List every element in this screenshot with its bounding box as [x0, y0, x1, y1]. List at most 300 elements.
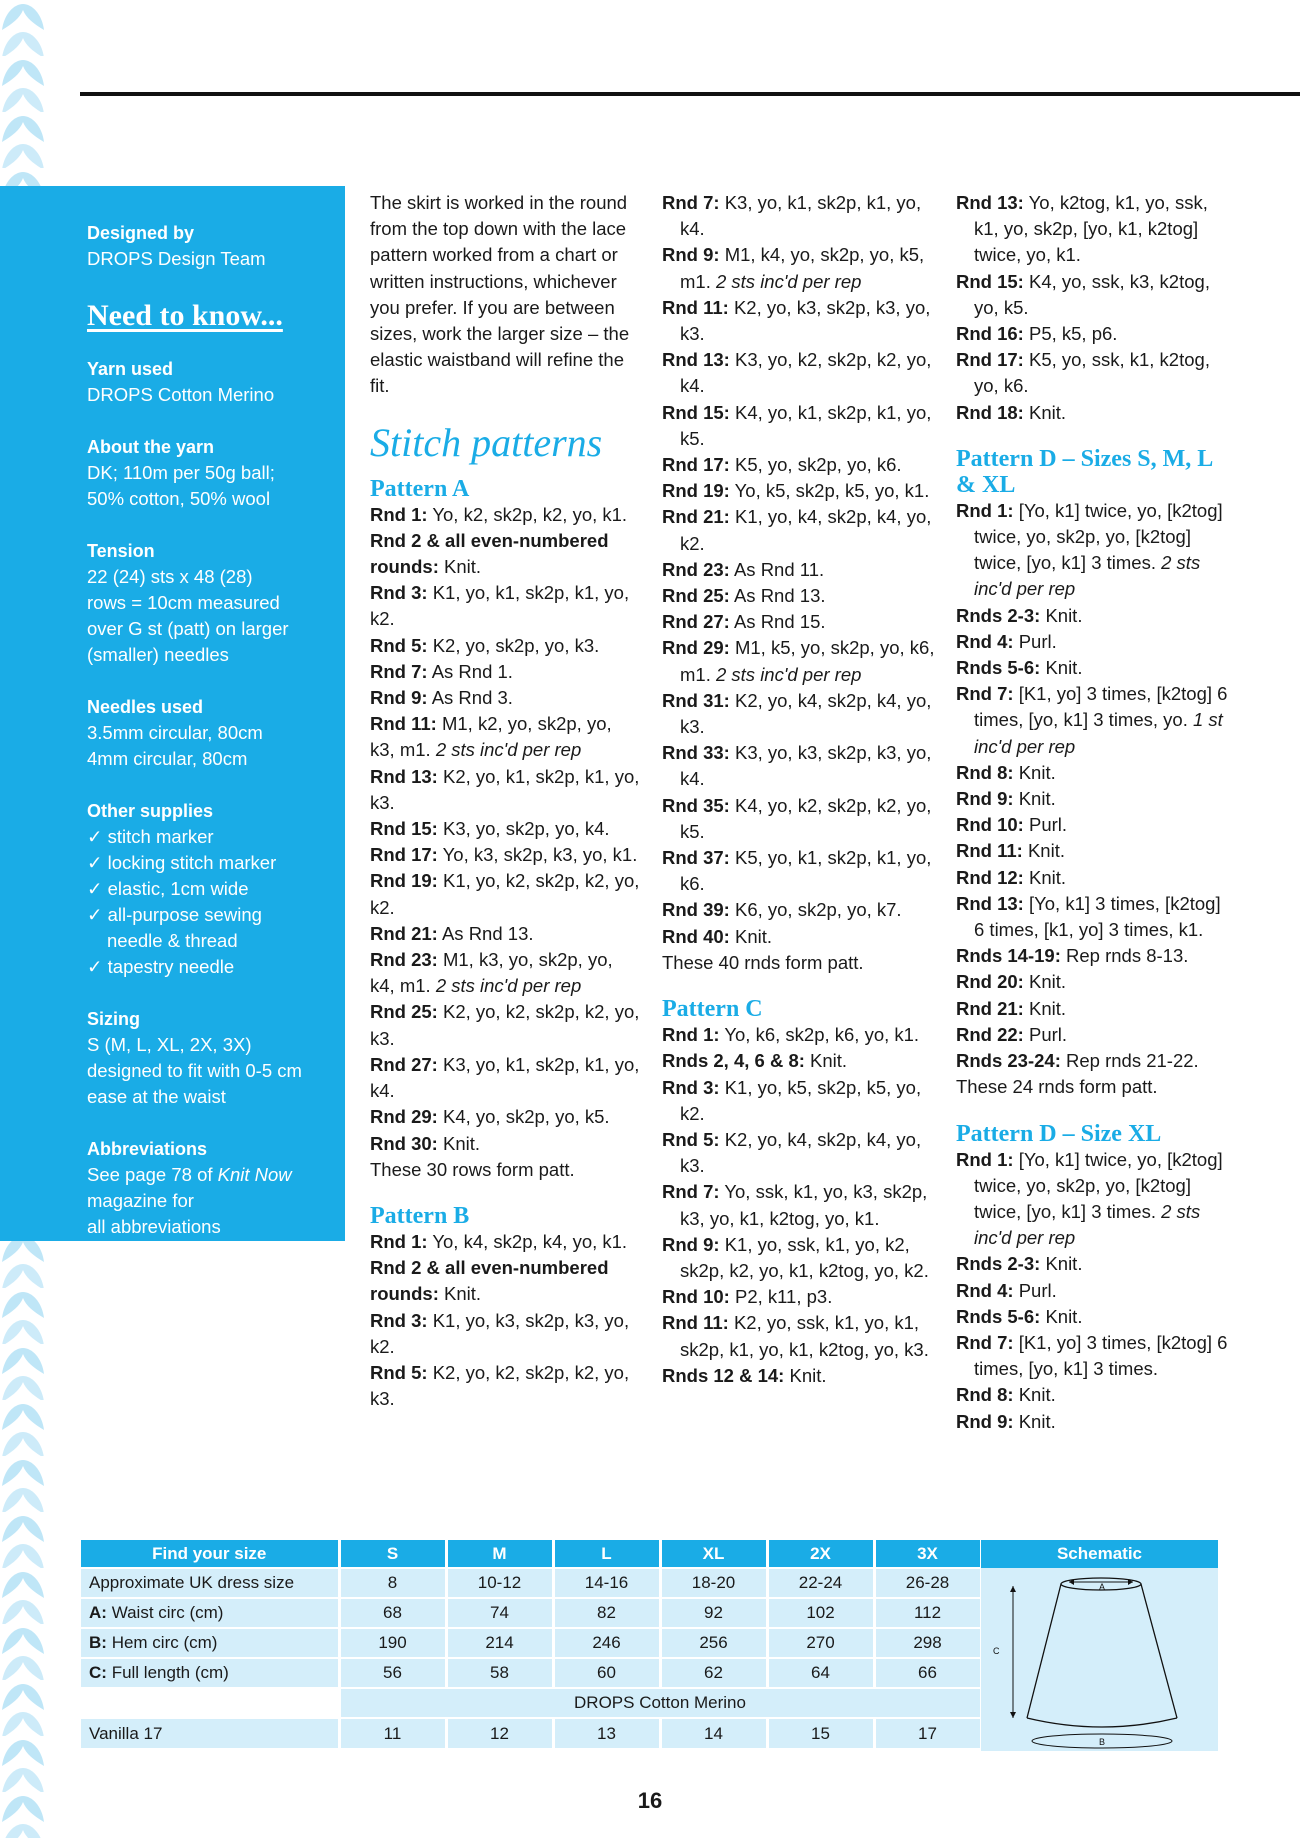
round-label: Rnd 19:: [370, 870, 438, 892]
size-value: 64: [767, 1658, 874, 1688]
pattern-row: [956, 1278, 1231, 1304]
size-value: 102: [767, 1598, 874, 1628]
round-label: Rnd 5:: [370, 1361, 428, 1383]
pattern-row: [956, 1304, 1231, 1330]
round-instructions: K1, yo, k3, sk2p, k3, yo, k2.: [370, 1309, 630, 1357]
pattern-row: [370, 711, 640, 763]
round-instructions: [Yo, k1] 3 times, [k2tog] 6 times, [k1, yo] 3 times, k1.: [974, 892, 1221, 941]
size-table-header: [81, 1540, 981, 1568]
pattern-heading: Pattern D – Size XL: [956, 1120, 1162, 1147]
needles-title: Needles used: [87, 697, 204, 717]
yarn-name: DROPS Cotton Merino: [87, 384, 275, 405]
round-label: Rnd 8:: [956, 761, 1014, 783]
size-value: 10-12: [446, 1568, 553, 1598]
round-label: Rnd 9:: [662, 244, 720, 266]
round-instructions: As Rnd 11.: [733, 558, 825, 580]
round-instructions: K4, yo, sk2p, yo, k5.: [442, 1106, 610, 1128]
measurement-name: Hem circ (cm): [111, 1633, 218, 1652]
size-value: 66: [874, 1658, 981, 1688]
pattern-row: [662, 897, 942, 923]
round-label: Rnd 22:: [956, 1023, 1024, 1045]
round-instructions: Knit.: [1018, 788, 1056, 810]
measurement-key: C:: [89, 1663, 107, 1682]
round-instructions: K4, yo, k1, sk2p, k1, yo, k5.: [680, 401, 932, 449]
round-label: Rnd 4:: [956, 1279, 1014, 1301]
round-instructions: K5, yo, sk2p, yo, k6.: [734, 454, 902, 476]
need-to-know-panel: [0, 186, 345, 1241]
pattern-row: [662, 845, 942, 897]
pattern-row: [370, 633, 640, 659]
abbr-text: See page 78 of: [87, 1164, 213, 1185]
round-label: Rnd 17:: [662, 454, 730, 476]
about-line: DK; 110m per 50g ball;: [87, 462, 275, 483]
round-instructions: Yo, k3, sk2p, k3, yo, k1.: [442, 844, 638, 866]
round-label: Rnd 13:: [370, 765, 438, 787]
round-label: Rnd 18:: [956, 401, 1024, 423]
round-label: Rnd 25:: [662, 585, 730, 607]
pattern-row: [956, 812, 1231, 838]
pattern-row: [662, 793, 942, 845]
column-2-body: [662, 190, 942, 1389]
pattern-heading: Pattern A: [370, 475, 470, 502]
skirt-schematic: [981, 1568, 1218, 1751]
supply-item: ✓ locking stitch marker: [87, 852, 277, 873]
round-instructions: Knit.: [1028, 971, 1067, 993]
round-instructions: [K1, yo] 3 times, [k2tog] 6 times, [yo, k1] 3 times.: [974, 1331, 1228, 1380]
round-label: Rnd 21:: [662, 506, 730, 528]
round-instructions: K2, yo, sk2p, yo, k3.: [432, 634, 600, 656]
pattern-row: [370, 1308, 640, 1360]
round-instructions: Knit.: [734, 925, 773, 947]
round-label: Rnd 25:: [370, 1001, 438, 1023]
size-header-cell: S: [339, 1540, 446, 1568]
pattern-row: [956, 400, 1231, 426]
yarn-name-cell: DROPS Cotton Merino: [339, 1688, 981, 1718]
round-instructions: Purl.: [1028, 1023, 1068, 1045]
round-label: Rnd 17:: [370, 844, 438, 866]
round-label: Rnd 13:: [956, 892, 1024, 914]
pattern-row: [956, 269, 1231, 321]
pattern-row: [956, 603, 1231, 629]
round-instructions: M1, k4, yo, sk2p, yo, k5, m1.: [680, 244, 925, 292]
pattern-row: [662, 347, 942, 399]
pattern-row: [956, 838, 1231, 864]
magazine-name: Knit Now: [217, 1164, 292, 1185]
round-label: Rnds 12 & 14:: [662, 1364, 785, 1386]
size-value: 92: [660, 1598, 767, 1628]
sizing-title: Sizing: [87, 1009, 140, 1029]
pattern-row: [662, 478, 942, 504]
round-label: Rnd 20:: [956, 971, 1024, 993]
round-label: Rnd 5:: [662, 1128, 720, 1150]
round-label: Rnd 40:: [662, 925, 730, 947]
ball-count: 12: [446, 1718, 553, 1748]
round-label: Rnd 7:: [956, 1331, 1014, 1353]
size-value: 74: [446, 1598, 553, 1628]
round-label: Rnd 1:: [662, 1024, 720, 1046]
round-instructions: Knit.: [1028, 866, 1067, 888]
size-table-row: [81, 1628, 981, 1658]
pattern-row: [956, 1147, 1231, 1252]
round-instructions: K3, yo, k3, sk2p, k3, yo, k4.: [680, 742, 932, 790]
round-label: Rnd 27:: [370, 1053, 438, 1075]
sizing-line: ease at the waist: [87, 1086, 226, 1107]
pattern-row: [370, 947, 640, 999]
pattern-row: [956, 1330, 1231, 1382]
round-instructions: [Yo, k1] twice, yo, [k2tog] twice, yo, sk2p, yo, [k2tog] twice, [yo, k1] 3 times.: [974, 499, 1223, 574]
round-label: Rnd 9:: [662, 1233, 720, 1255]
round-label: Rnd 9:: [370, 687, 428, 709]
size-value: 56: [339, 1658, 446, 1688]
pattern-row: [370, 528, 640, 580]
round-instructions: K1, yo, k1, sk2p, k1, yo, k2.: [370, 582, 630, 630]
pattern-row: [662, 400, 942, 452]
designed-by-title: Designed by: [87, 223, 195, 243]
round-instructions: Knit.: [1045, 1305, 1083, 1327]
round-label: Rnd 21:: [956, 997, 1024, 1019]
pattern-row: [370, 1131, 640, 1157]
measurement-name: Full length (cm): [111, 1663, 229, 1682]
round-label: Rnds 5-6:: [956, 1305, 1041, 1327]
size-value: 8: [339, 1568, 446, 1598]
round-label: Rnd 1:: [956, 499, 1014, 521]
size-value: 214: [446, 1628, 553, 1658]
pattern-row: [370, 764, 640, 816]
pattern-row: [662, 1022, 942, 1048]
measurement-key: A:: [89, 1603, 107, 1622]
round-label: Rnds 2, 4, 6 & 8:: [662, 1050, 805, 1072]
round-label: Rnd 4:: [956, 630, 1014, 652]
round-instructions: K1, yo, k5, sk2p, k5, yo, k2.: [680, 1076, 922, 1124]
round-label: Rnd 15:: [956, 270, 1024, 292]
pattern-row: [370, 816, 640, 842]
pattern-row: [662, 242, 942, 294]
round-instructions: K5, yo, ssk, k1, k2tog, yo, k6.: [974, 349, 1210, 397]
supply-item: ✓ elastic, 1cm wide: [87, 878, 249, 899]
round-instructions: P2, k11, p3.: [734, 1286, 833, 1308]
pattern-heading: Pattern D – Sizes S, M, L & XL: [956, 445, 1212, 498]
pattern-row: [956, 1048, 1231, 1074]
pattern-row: [370, 868, 640, 920]
size-header-cell: XL: [660, 1540, 767, 1568]
round-instructions: Yo, k6, sk2p, k6, yo, k1.: [724, 1024, 920, 1046]
size-value: 270: [767, 1628, 874, 1658]
pattern-row: [370, 1229, 640, 1255]
supply-item: ✓ all-purpose sewing needle & thread: [87, 904, 262, 951]
round-instructions: Yo, k2, sk2p, k2, yo, k1.: [432, 503, 628, 525]
increase-note: 2 sts inc'd per rep: [974, 1200, 1201, 1249]
increase-note: 1 st inc'd per rep: [974, 709, 1223, 757]
ball-count: 13: [553, 1718, 660, 1748]
round-label: Rnd 29:: [662, 637, 730, 659]
round-instructions: Yo, k4, sk2p, k4, yo, k1.: [432, 1230, 628, 1252]
round-label: Rnd 29:: [370, 1106, 438, 1128]
size-value: 62: [660, 1658, 767, 1688]
abbreviations-line: [87, 1162, 321, 1214]
round-instructions: K3, yo, k1, sk2p, k1, yo, k4.: [370, 1053, 640, 1102]
round-label: Rnd 33:: [662, 742, 730, 764]
round-instructions: K1, yo, ssk, k1, yo, k2, sk2p, k2, yo, k1, k2tog, yo, k2.: [680, 1233, 929, 1281]
intro-text: The skirt is worked in the round from the top down with the lace pattern worked from a chart or written instructions, whichever you prefer. If you are between sizes, work the larger size – the elastic waistband will refine the fit.: [370, 192, 630, 397]
round-label: Rnd 16:: [956, 323, 1024, 345]
round-instructions: Knit.: [442, 1132, 481, 1154]
pattern-row: [956, 1409, 1231, 1435]
size-value: 14-16: [553, 1568, 660, 1598]
round-instructions: As Rnd 15.: [733, 611, 826, 633]
increase-note: 2 sts inc'd per rep: [715, 663, 862, 685]
measurement-name: Waist circ (cm): [111, 1603, 224, 1622]
size-value: 246: [553, 1628, 660, 1658]
round-instructions: These 40 rnds form patt.: [662, 951, 864, 973]
pattern-row: [370, 685, 640, 711]
yarn-colour-row: [81, 1718, 981, 1748]
pattern-row: [370, 842, 640, 868]
column-1: [370, 190, 640, 1412]
round-label: Rnd 7:: [662, 192, 720, 213]
round-instructions: K2, yo, k2, sk2p, k2, yo, k3.: [370, 1361, 630, 1410]
label-c: C: [993, 1646, 1000, 1656]
pattern-row: [662, 1232, 942, 1284]
measurement-key: B:: [89, 1633, 107, 1652]
abbr-text: magazine for: [87, 1190, 194, 1211]
empty-cell: [81, 1688, 339, 1718]
round-label: Rnd 2 & all even-numbered rounds:: [370, 529, 609, 578]
round-instructions: K1, yo, k2, sk2p, k2, yo, k2.: [370, 870, 640, 918]
pattern-row: [956, 786, 1231, 812]
round-instructions: Knit.: [1028, 997, 1067, 1019]
about-title: About the yarn: [87, 437, 215, 457]
need-to-know-heading: Need to know...: [87, 299, 283, 332]
pattern-heading: Pattern B: [370, 1202, 470, 1229]
round-instructions: Rep rnds 21-22.: [1066, 1050, 1199, 1072]
ball-count: 15: [767, 1718, 874, 1748]
round-label: Rnd 10:: [956, 814, 1024, 836]
round-label: Rnd 7:: [956, 683, 1014, 705]
round-instructions: [Yo, k1] twice, yo, [k2tog] twice, yo, sk2p, yo, [k2tog] twice, [yo, k1] 3 times.: [974, 1148, 1223, 1222]
pattern-row: [370, 1157, 640, 1183]
pattern-row: [956, 655, 1231, 681]
round-instructions: Knit.: [444, 1283, 482, 1305]
round-label: Rnd 39:: [662, 899, 730, 921]
round-instructions: K2, yo, k2, sk2p, k2, yo, k3.: [370, 1001, 640, 1049]
round-instructions: K1, yo, k4, sk2p, k4, yo, k2.: [680, 506, 932, 554]
about-line: 50% cotton, 50% wool: [87, 488, 271, 509]
pattern-row: [956, 629, 1231, 655]
round-instructions: K4, yo, k2, sk2p, k2, yo, k5.: [680, 794, 932, 842]
round-instructions: Purl.: [1028, 814, 1068, 836]
round-instructions: M1, k2, yo, sk2p, yo, k3, m1.: [370, 713, 612, 761]
pattern-row: [370, 1255, 640, 1307]
round-instructions: Knit.: [1045, 657, 1083, 679]
pattern-row: [662, 950, 942, 976]
round-instructions: K2, yo, k3, sk2p, k3, yo, k3.: [680, 296, 931, 345]
ball-count: 17: [874, 1718, 981, 1748]
round-label: Rnd 7:: [662, 1181, 720, 1203]
round-instructions: Knit.: [789, 1364, 827, 1386]
increase-note: 2 sts inc'd per rep: [715, 270, 862, 292]
pattern-row: [956, 891, 1231, 943]
round-label: Rnd 9:: [956, 788, 1014, 810]
schematic-title: Schematic: [981, 1540, 1218, 1568]
round-label: Rnd 30:: [370, 1132, 438, 1154]
round-label: Rnds 14-19:: [956, 945, 1061, 967]
size-value: 256: [660, 1628, 767, 1658]
size-header-cell: M: [446, 1540, 553, 1568]
round-label: Rnds 5-6:: [956, 657, 1041, 679]
pattern-row: [956, 681, 1231, 760]
measurement-label: [81, 1598, 339, 1628]
pattern-row: [956, 347, 1231, 399]
pattern-row: [662, 635, 942, 687]
size-table-row: [81, 1598, 981, 1628]
measurement-label: [81, 1568, 339, 1598]
top-rule: [80, 92, 1300, 96]
size-value: 82: [553, 1598, 660, 1628]
sizing-line: designed to fit with 0-5 cm: [87, 1060, 302, 1081]
round-label: Rnd 35:: [662, 794, 730, 816]
round-instructions: Knit.: [810, 1050, 848, 1072]
needles-line: 4mm circular, 80cm: [87, 748, 248, 769]
pattern-row: [662, 190, 942, 242]
round-instructions: These 30 rows form patt.: [370, 1158, 575, 1180]
column-3: [956, 190, 1231, 1435]
round-instructions: K2, yo, k4, sk2p, k4, yo, k3.: [680, 1128, 922, 1177]
pattern-row: [662, 452, 942, 478]
round-instructions: Knit.: [1045, 1253, 1083, 1275]
round-instructions: Knit.: [1027, 840, 1065, 862]
round-instructions: M1, k3, yo, sk2p, yo, k4, m1.: [370, 949, 613, 997]
size-value: 26-28: [874, 1568, 981, 1598]
round-label: Rnd 15:: [662, 401, 730, 423]
pattern-heading: Pattern C: [662, 996, 763, 1023]
round-label: Rnd 10:: [662, 1286, 730, 1308]
round-instructions: Knit.: [1045, 604, 1083, 626]
tension-line: over G st (patt) on larger: [87, 618, 289, 639]
supplies-title: Other supplies: [87, 801, 214, 821]
round-label: Rnd 11:: [662, 296, 729, 318]
round-label: Rnd 1:: [956, 1148, 1014, 1170]
needles-line: 3.5mm circular, 80cm: [87, 722, 263, 743]
pattern-row: [662, 1048, 942, 1074]
round-instructions: K3, yo, k2, sk2p, k2, yo, k4.: [680, 349, 932, 397]
pattern-row: [956, 996, 1231, 1022]
ball-count: 11: [339, 1718, 446, 1748]
pattern-row: [370, 580, 640, 632]
abbreviations-title: Abbreviations: [87, 1139, 208, 1159]
round-label: Rnd 23:: [370, 949, 438, 971]
pattern-row: [956, 1074, 1231, 1100]
pattern-row: [370, 999, 640, 1051]
size-value: 60: [553, 1658, 660, 1688]
round-label: Rnd 21:: [370, 922, 438, 944]
pattern-row: [956, 190, 1231, 269]
round-label: Rnd 3:: [662, 1076, 720, 1098]
round-instructions: As Rnd 3.: [431, 687, 513, 709]
round-label: Rnd 11:: [370, 713, 437, 735]
round-label: Rnd 9:: [956, 1410, 1014, 1432]
pattern-row: [956, 1022, 1231, 1048]
round-label: Rnd 19:: [662, 480, 730, 502]
pattern-row: [662, 583, 942, 609]
pattern-row: [662, 1075, 942, 1127]
pattern-row: [370, 1104, 640, 1130]
round-label: Rnd 7:: [370, 660, 428, 682]
pattern-row: [370, 502, 640, 528]
size-value: 112: [874, 1598, 981, 1628]
round-instructions: K2, yo, ssk, k1, yo, k1, sk2p, k1, yo, k1, k2tog, yo, k3.: [680, 1312, 929, 1360]
tension-title: Tension: [87, 541, 155, 561]
round-instructions: As Rnd 13.: [441, 922, 534, 944]
supply-item: ✓ tapestry needle: [87, 956, 235, 977]
round-instructions: Knit.: [1018, 1410, 1056, 1432]
sizing-line: S (M, L, XL, 2X, 3X): [87, 1034, 252, 1055]
schematic-panel: [981, 1540, 1218, 1751]
round-instructions: Rep rnds 8-13.: [1066, 945, 1189, 967]
ball-count: 14: [660, 1718, 767, 1748]
pattern-row: [662, 688, 942, 740]
round-instructions: As Rnd 13.: [733, 585, 826, 607]
size-value: 190: [339, 1628, 446, 1658]
pattern-row: [956, 943, 1231, 969]
round-label: Rnds 2-3:: [956, 604, 1041, 626]
size-table: [81, 1540, 983, 1748]
round-label: Rnd 37:: [662, 847, 730, 869]
pattern-row: [370, 921, 640, 947]
increase-note: 2 sts inc'd per rep: [435, 739, 582, 761]
round-label: Rnd 17:: [956, 349, 1024, 371]
page-number: 16: [637, 1788, 663, 1813]
pattern-row: [956, 865, 1231, 891]
size-value: 58: [446, 1658, 553, 1688]
round-label: Rnd 27:: [662, 611, 730, 633]
size-header-cell: 2X: [767, 1540, 874, 1568]
pattern-row: [662, 609, 942, 635]
round-label: Rnd 31:: [662, 689, 730, 711]
round-label: Rnd 2 & all even-numbered rounds:: [370, 1257, 609, 1305]
round-label: Rnd 12:: [956, 866, 1024, 888]
round-instructions: M1, k5, yo, sk2p, yo, k6, m1.: [680, 637, 935, 685]
yarn-colour-label: Vanilla 17: [81, 1718, 339, 1748]
round-instructions: K2, yo, k1, sk2p, k1, yo, k3.: [370, 765, 640, 813]
pattern-row: [662, 557, 942, 583]
round-instructions: K3, yo, k1, sk2p, k1, yo, k4.: [680, 192, 922, 240]
pattern-row: [370, 1360, 640, 1412]
round-instructions: Knit.: [1018, 761, 1056, 783]
abbreviations-line: all abbreviations: [87, 1216, 221, 1237]
round-instructions: K4, yo, ssk, k3, k2tog, yo, k5.: [974, 270, 1210, 318]
round-instructions: Knit.: [1028, 401, 1067, 423]
round-label: Rnds 23-24:: [956, 1050, 1061, 1072]
measurement-name: Approximate UK dress size: [89, 1573, 295, 1592]
size-value: 298: [874, 1628, 981, 1658]
round-label: Rnd 23:: [662, 558, 730, 580]
pattern-row: [662, 924, 942, 950]
round-instructions: K5, yo, k1, sk2p, k1, yo, k6.: [680, 847, 932, 895]
round-label: Rnd 8:: [956, 1384, 1014, 1406]
pattern-row: [956, 498, 1231, 603]
designer: DROPS Design Team: [87, 248, 266, 269]
round-instructions: Yo, ssk, k1, yo, k3, sk2p, k3, yo, k1, k2tog, yo, k1.: [680, 1181, 928, 1229]
pattern-row: [956, 760, 1231, 786]
pattern-row: [662, 1179, 942, 1231]
pattern-row: [662, 1284, 942, 1310]
round-instructions: K2, yo, k4, sk2p, k4, yo, k3.: [680, 689, 932, 738]
round-instructions: Purl.: [1018, 1279, 1057, 1301]
column-3-body: [956, 190, 1231, 1435]
pattern-row: [956, 1382, 1231, 1408]
pattern-row: [662, 740, 942, 792]
round-label: Rnd 13:: [956, 192, 1024, 213]
